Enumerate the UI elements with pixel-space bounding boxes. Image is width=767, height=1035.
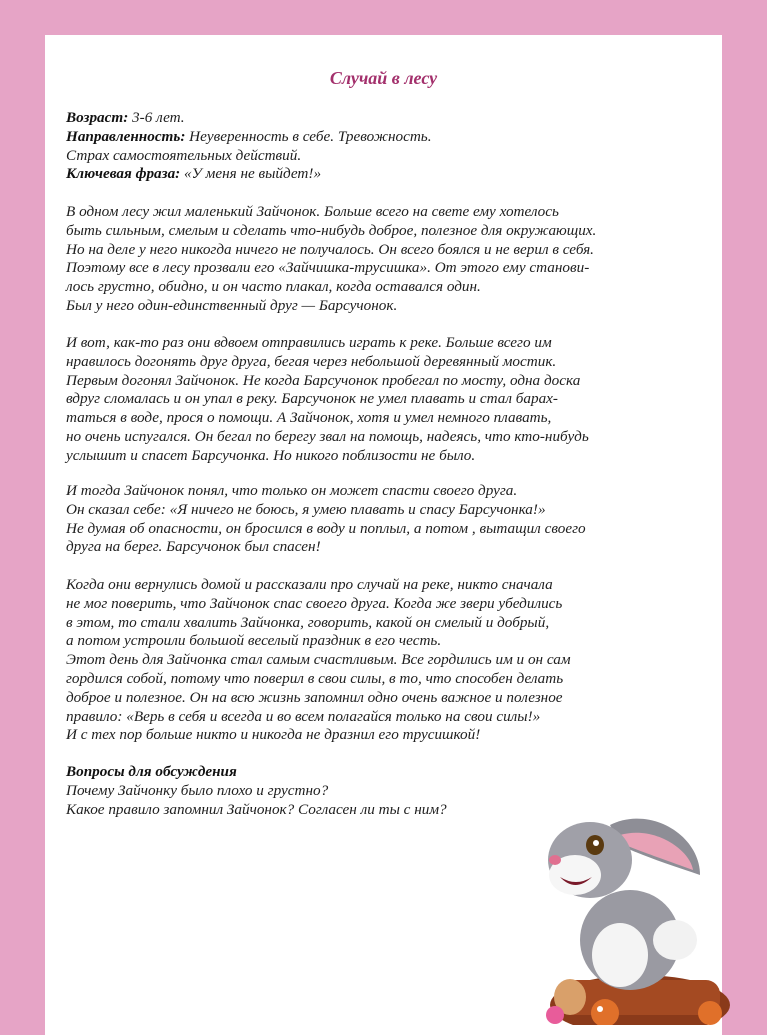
text-line: но очень испугался. Он бегал по берегу звал на помощь, надеясь, что кто-нибудь [66, 427, 589, 445]
text-line: Этот день для Зайчонка стал самым счастливым. Все гордились им и он сам [66, 651, 571, 669]
text-line: И вот, как-то раз они вдвоем отправились играть к реке. Больше всего им [66, 334, 552, 351]
text-line: быть сильным, смелым и сделать что-нибудь доброе, полезное для окружающих. [66, 221, 597, 239]
text-line: в этом, то стали хвалить Зайчонка, говорить, какой он смелый и добрый, [66, 613, 550, 631]
questions-section [66, 763, 447, 819]
paragraph-2 [66, 334, 589, 466]
age-value: 3-6 лет. [128, 109, 185, 126]
phrase-label: Ключевая фраза: [66, 165, 181, 183]
text-line: Был у него один-единственный друг — Барсучонок. [66, 296, 398, 314]
text-line: гордился собой, потому что поверил в свои силы, в то, что способен делать [66, 669, 564, 687]
questions-heading: Вопросы для обсуждения [66, 763, 237, 780]
phrase-value: «У меня не выйдет!» [180, 165, 322, 183]
paragraph-4 [66, 576, 571, 745]
text-line: нравилось догонять друг друга, бегая через небольшой деревянный мостик. [66, 352, 557, 370]
text-line: правило: «Верь в себя и всегда и во всем полагайся только на свои силы!» [66, 707, 541, 725]
focus-label: Направленность: [66, 127, 186, 145]
text-line: Первым догонял Зайчонок. Не когда Барсучонок пробегал по мосту, одна доска [66, 371, 581, 389]
text-line: И тогда Зайчонок понял, что только он может спасти своего друга. [66, 482, 518, 499]
text-line: Не думая об опасности, он бросился в воду и поплыл, а потом , вытащил своего [66, 519, 586, 537]
text-line: таться в воде, прося о помощи. А Зайчонок, хотя и умел немного плавать, [66, 409, 552, 427]
paragraph-3 [66, 482, 586, 557]
question-item: Почему Зайчонку было плохо и грустно? [66, 781, 329, 799]
question-item: Какое правило запомнил Зайчонок? Согласен ли ты с ним? [66, 800, 447, 818]
text-line: Поэтому все в лесу прозвали его «Зайчишка-трусишка». От этого ему станови- [66, 259, 590, 277]
meta-info [66, 109, 432, 184]
text-line: а потом устроили большой веселый праздник в его честь. [66, 632, 442, 650]
text-line: друга на берег. Барсучонок был спасен! [66, 538, 321, 556]
text-line: вдруг сломалась и он упал в реку. Барсучонок не умел плавать и стал барах- [66, 390, 558, 408]
text-line: Но на деле у него никогда ничего не получалось. Он всего боялся и не верил в себя. [66, 240, 594, 258]
text-line: Когда они вернулись домой и рассказали про случай на реке, никто сначала [66, 576, 553, 593]
text-line: лось грустно, обидно, и он часто плакал, когда оставался один. [66, 278, 481, 296]
focus-value-2: Страх самостоятельных действий. [66, 146, 302, 164]
paragraph-1 [66, 203, 596, 316]
text-line: не мог поверить, что Зайчонок спас своего друга. Когда же звери убедились [66, 594, 563, 612]
text-line: доброе и полезное. Он на всю жизнь запомнил одно очень важное и полезное [66, 688, 563, 706]
text-line: услышит и спасет Барсучонка. Но никого поблизости не было. [66, 446, 476, 464]
text-line: В одном лесу жил маленький Зайчонок. Больше всего на свете ему хотелось [66, 203, 559, 220]
text-line: Он сказал себе: «Я ничего не боюсь, я умею плавать и спасу Барсучонка!» [66, 500, 546, 518]
age-label: Возраст: [66, 109, 129, 126]
focus-value: Неуверенность в себе. Тревожность. [185, 127, 432, 145]
page-title: Случай в лесу [329, 68, 438, 88]
text-line: И с тех пор больше никто и никогда не дразнил его трусишкой! [66, 726, 481, 744]
bunny-illustration [510, 765, 740, 1025]
